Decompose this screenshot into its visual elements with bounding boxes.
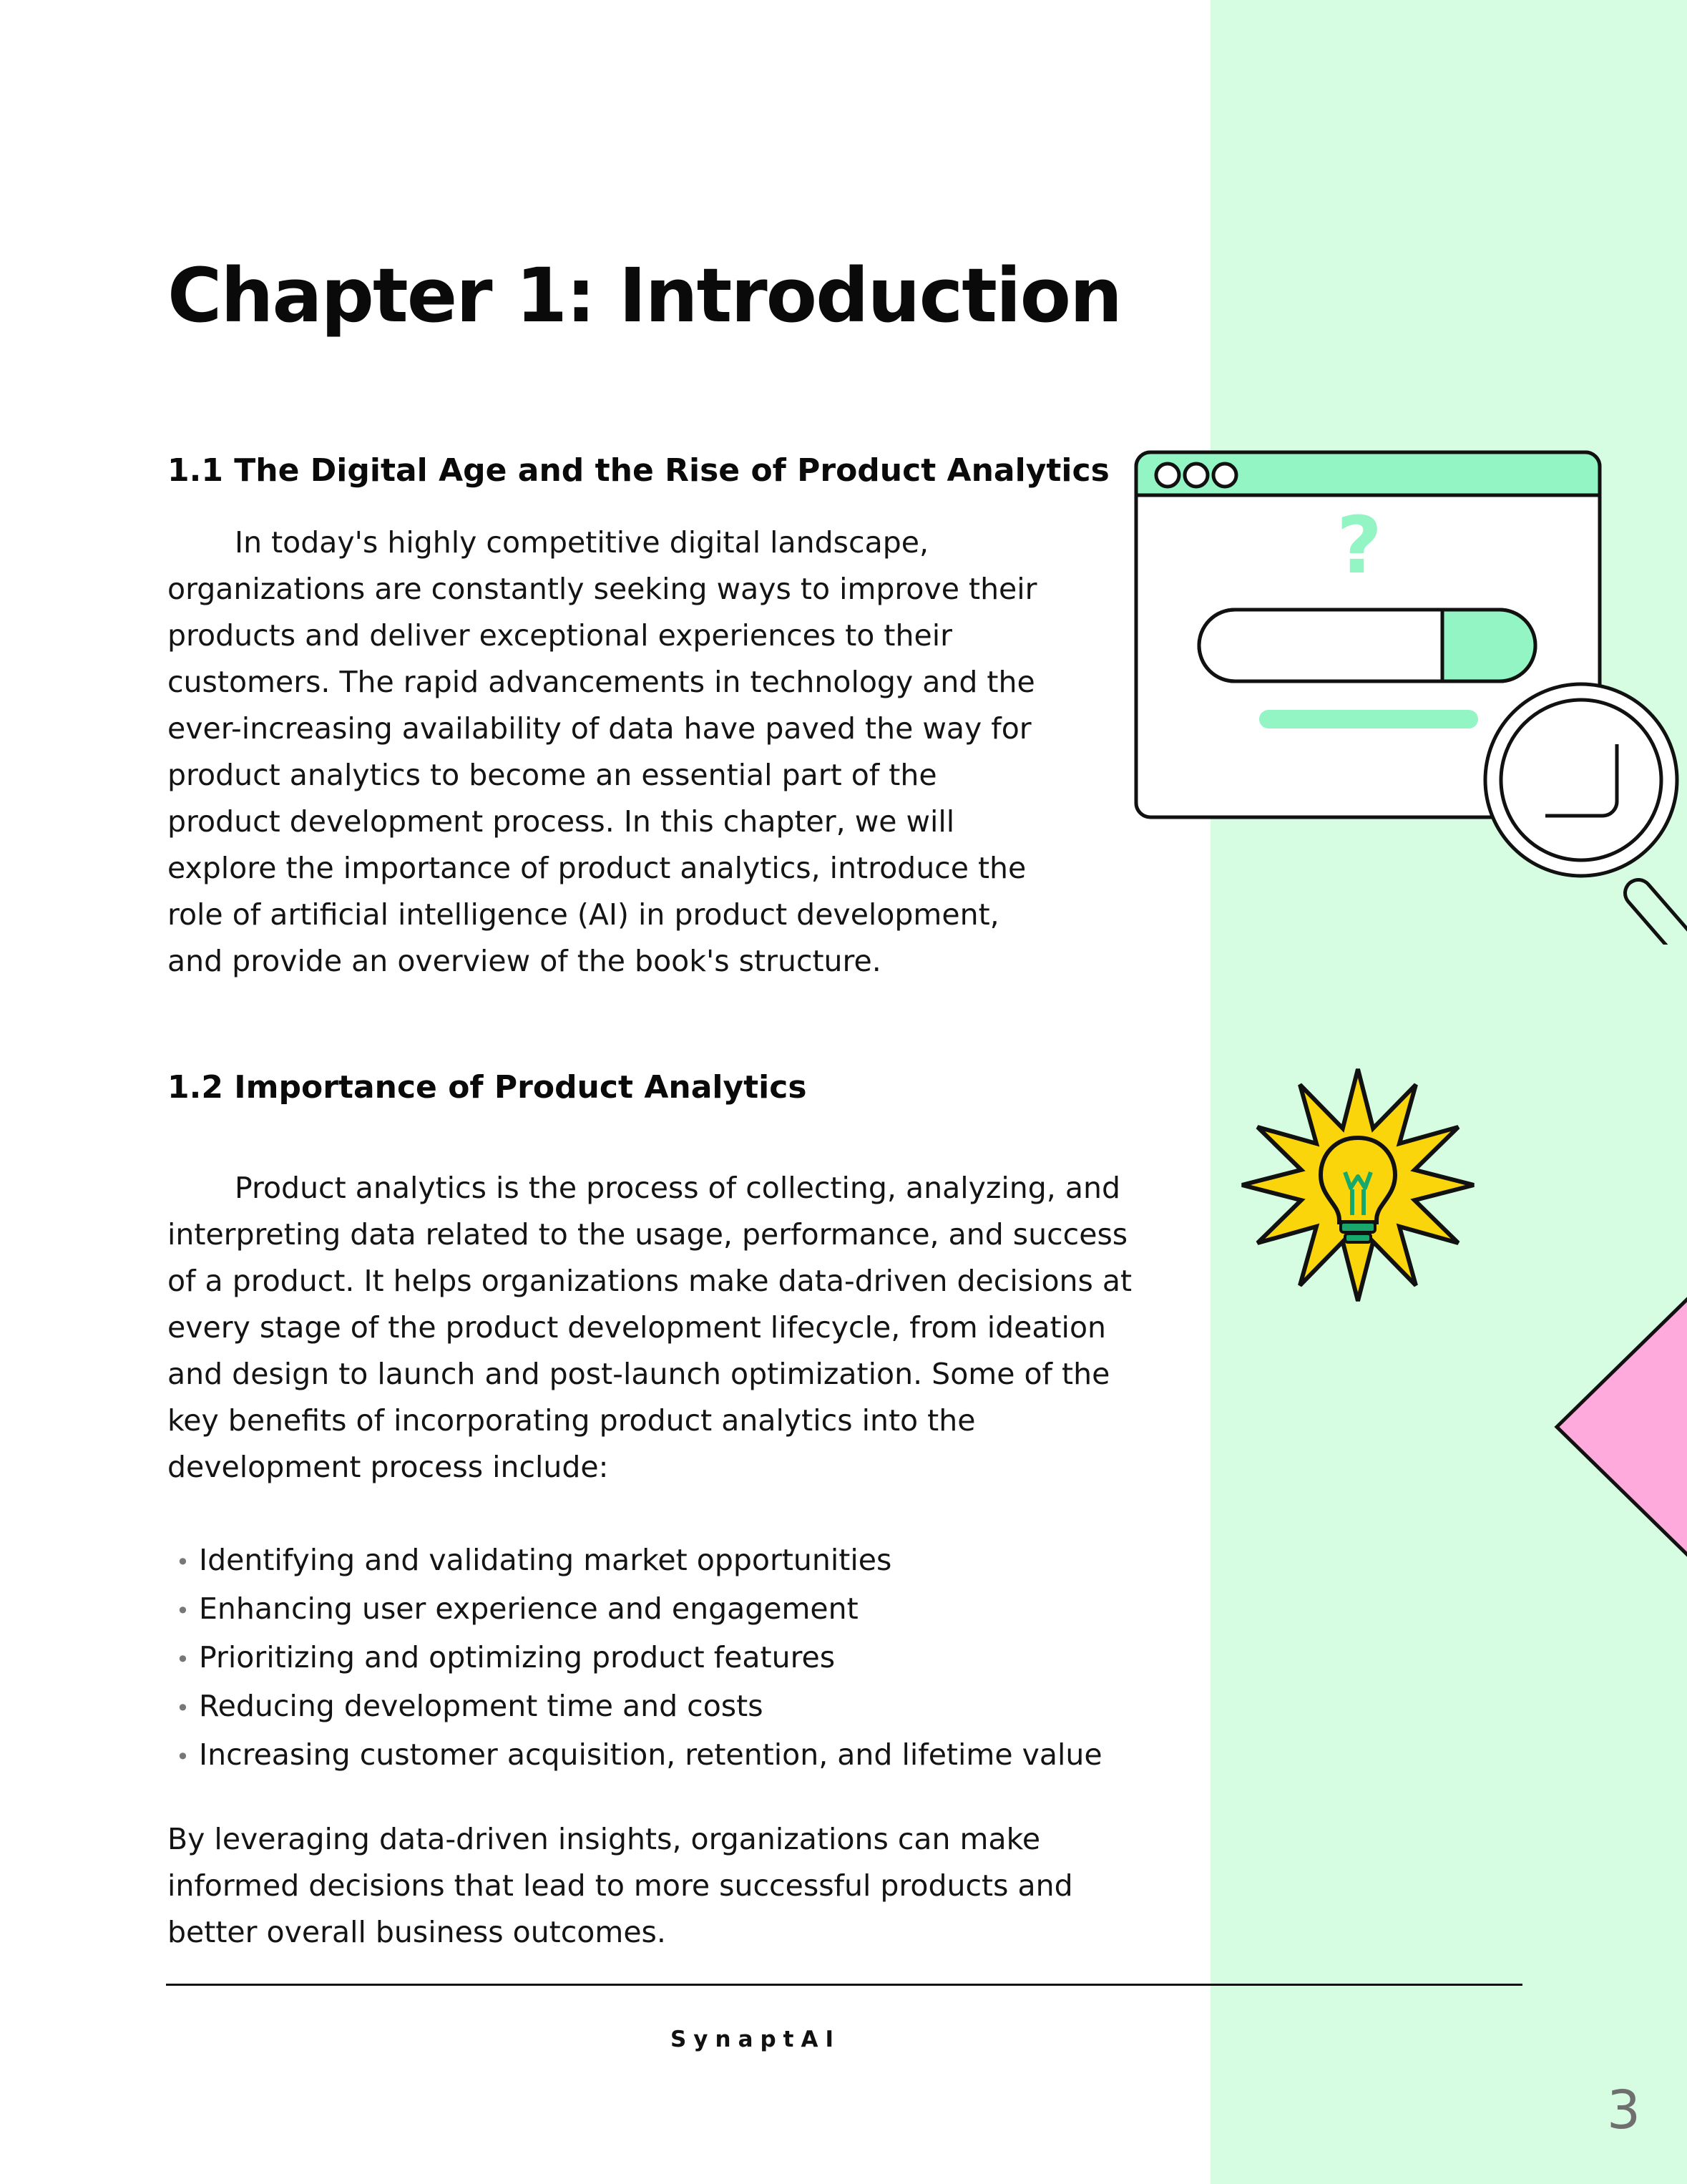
magnifier-icon — [1485, 684, 1687, 945]
bullet-icon: • — [176, 1549, 190, 1576]
text-line: key benefits of incorporating product analytics into the — [167, 1403, 976, 1438]
section-2-heading: 1.2 Importance of Product Analytics — [167, 1069, 807, 1106]
section-2-paragraph — [167, 1165, 1132, 1491]
lightbulb-burst-illustration — [1236, 1065, 1480, 1308]
text-line: organizations are constantly seeking ways to improve their — [167, 572, 1037, 606]
text-line: products and deliver exceptional experiences to their — [167, 618, 952, 653]
list-item — [176, 1634, 1102, 1683]
text-line: every stage of the product development lifecycle, from ideation — [167, 1310, 1107, 1345]
text-line: development process include: — [167, 1450, 609, 1484]
text-line: and design to launch and post-launch optimization. Some of the — [167, 1357, 1110, 1391]
list-item-text: Enhancing user experience and engagement — [199, 1591, 859, 1626]
footer-brand: SynaptAI — [670, 2027, 841, 2052]
text-line: better overall business outcomes. — [167, 1915, 666, 1949]
list-item — [176, 1537, 1102, 1586]
text-line: customers. The rapid advancements in technology and the — [167, 665, 1035, 699]
closing-paragraph — [167, 1816, 1073, 1956]
bullet-icon: • — [176, 1597, 190, 1624]
browser-search-illustration — [1123, 444, 1687, 945]
list-item — [176, 1732, 1102, 1780]
list-item-text: Identifying and validating market opportunities — [199, 1543, 892, 1577]
section-1-heading: 1.1 The Digital Age and the Rise of Product Analytics — [167, 452, 1110, 489]
page-number: 3 — [1607, 2080, 1641, 2141]
list-item — [176, 1683, 1102, 1732]
bullet-icon: • — [176, 1695, 190, 1722]
list-item-text: Increasing customer acquisition, retention, and lifetime value — [199, 1737, 1102, 1772]
text-line: interpreting data related to the usage, performance, and success — [167, 1217, 1128, 1252]
bullet-icon: • — [176, 1646, 190, 1673]
question-mark-icon: ? — [1336, 499, 1382, 591]
text-line: In today's highly competitive digital landscape, — [235, 525, 929, 560]
text-line: of a product. It helps organizations make data-driven decisions at — [167, 1264, 1133, 1298]
text-line: and provide an overview of the book's structure. — [167, 944, 881, 978]
text-line: product analytics to become an essential part of the — [167, 758, 937, 792]
text-line: role of artificial intelligence (AI) in product development, — [167, 897, 999, 932]
text-line: By leveraging data-driven insights, organizations can make — [167, 1822, 1041, 1856]
bullet-icon: • — [176, 1743, 190, 1770]
text-line: product development process. In this chapter, we will — [167, 804, 955, 839]
footer-divider — [166, 1984, 1522, 1986]
benefits-list — [176, 1537, 1102, 1780]
text-line: informed decisions that lead to more successful products and — [167, 1868, 1073, 1903]
pink-diamond-shape — [1557, 1294, 1687, 1560]
pink-diamond-decoration — [1552, 1294, 1687, 1566]
text-line: ever-increasing availability of data have paved the way for — [167, 711, 1032, 746]
list-item-text: Reducing development time and costs — [199, 1689, 763, 1723]
list-item — [176, 1586, 1102, 1634]
section-1-paragraph — [167, 520, 1037, 985]
text-line: Product analytics is the process of collecting, analyzing, and — [235, 1171, 1120, 1205]
lightbulb-burst-icon — [1242, 1069, 1474, 1301]
list-item-text: Prioritizing and optimizing product features — [199, 1640, 836, 1674]
page-title: Chapter 1: Introduction — [167, 252, 1122, 339]
text-line: explore the importance of product analytics, introduce the — [167, 851, 1027, 885]
